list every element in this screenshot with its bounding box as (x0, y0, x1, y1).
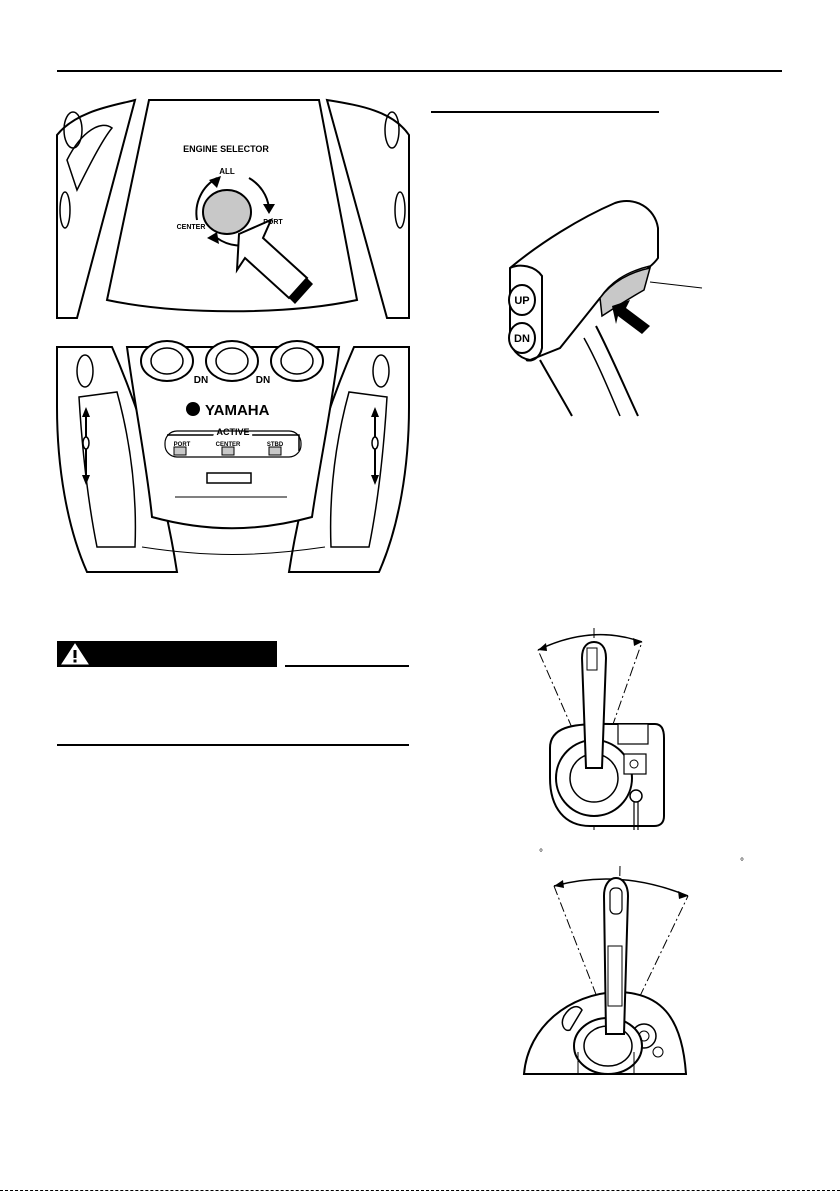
warning-side-rule (285, 665, 409, 667)
degree-mark-left: ° (539, 848, 543, 859)
yamaha-logo-icon (186, 402, 200, 416)
trim-dn-label-1: DN (193, 375, 209, 386)
lever-angle-figure-2 (520, 866, 692, 1076)
engine-selector-figure (57, 100, 409, 318)
trim-handle-figure (500, 198, 710, 416)
indicator-port: PORT (173, 442, 191, 448)
control-panel-figure (57, 347, 409, 572)
engine-selector-label: ENGINE SELECTOR (183, 144, 269, 154)
header-rule (57, 70, 782, 72)
indicator-stbd: STBD (266, 442, 284, 448)
trim-dn-label-2: DN (255, 375, 271, 386)
warning-bar (57, 641, 277, 667)
engine-selector-button (203, 190, 251, 234)
lever-angle-figure-1 (530, 628, 670, 830)
active-label: ACTIVE (216, 427, 250, 437)
up-label: UP (514, 295, 530, 307)
brand-name: YAMAHA (205, 402, 270, 419)
indicator-center: CENTER (215, 442, 241, 448)
footer-dashed-rule (0, 1190, 840, 1191)
down-label: DN (514, 333, 530, 345)
section-heading-rule (431, 111, 659, 113)
warning-bottom-rule (57, 744, 409, 746)
position-all-label: ALL (219, 167, 235, 176)
position-port-label: PORT (263, 219, 283, 226)
press-arrow-icon (612, 300, 650, 334)
degree-mark-right: ° (740, 857, 744, 868)
warning-icon (60, 642, 90, 666)
position-center-label: CENTER (176, 224, 206, 231)
